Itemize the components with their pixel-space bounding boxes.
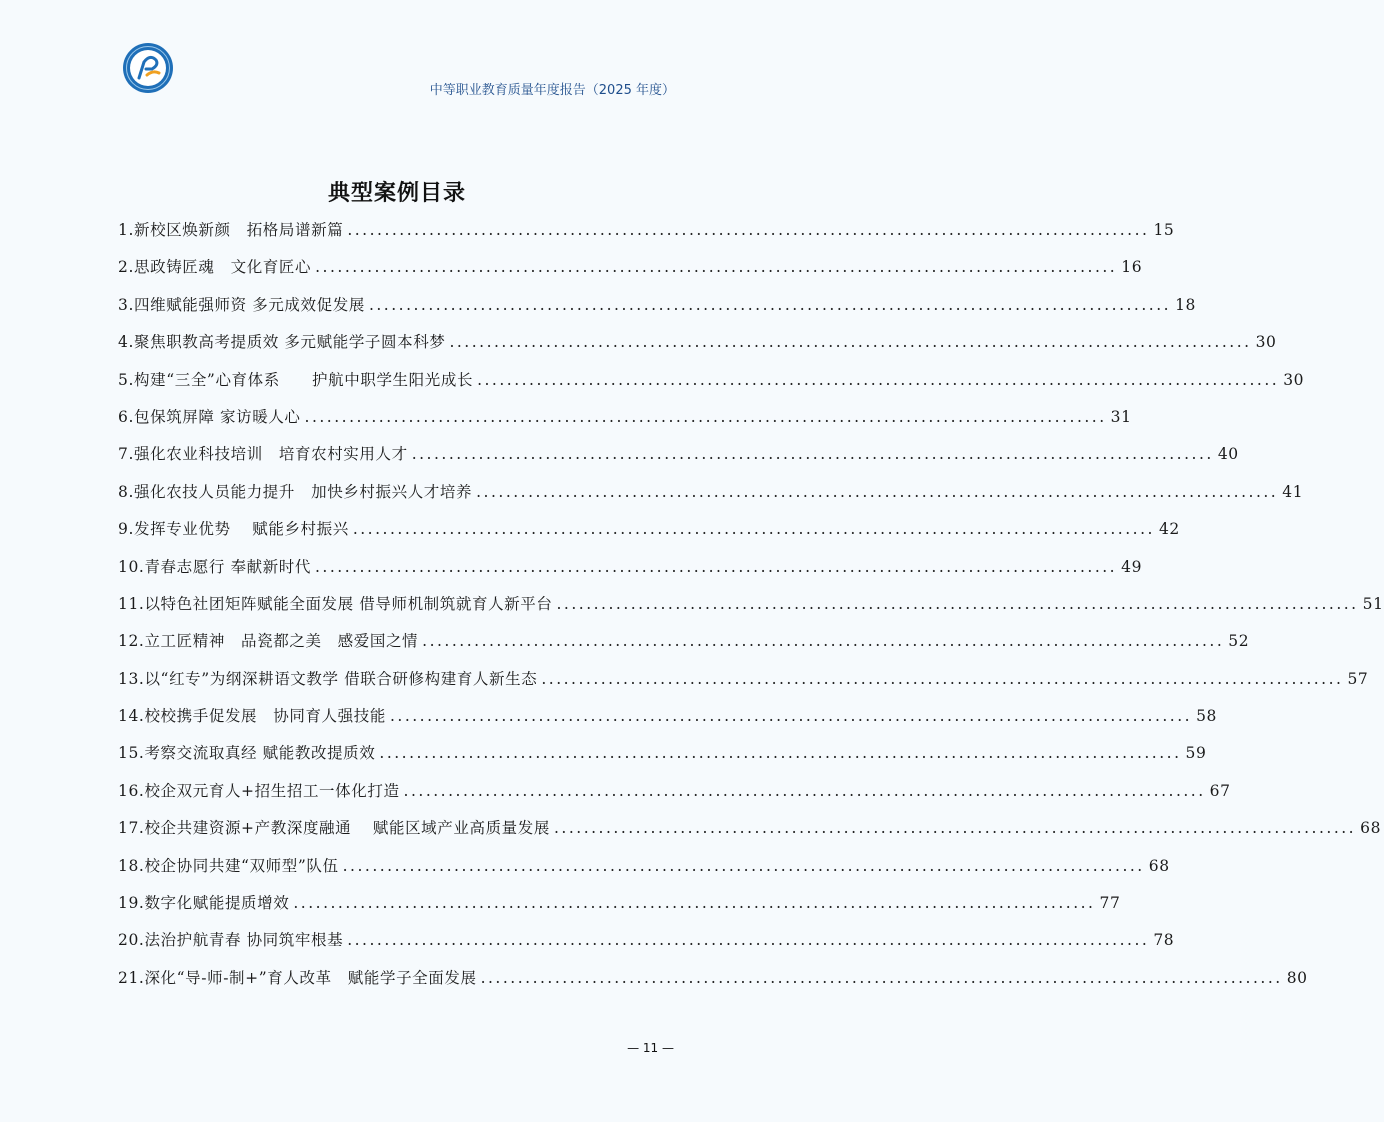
toc-dot-leader (476, 474, 1278, 511)
toc-entry-title: 深化“导-师-制+”育人改革 赋能学子全面发展 (144, 968, 477, 987)
toc-entry-title: 思政铸匠魂 文化育匠心 (134, 258, 312, 277)
toc-entry-title: 青春志愿行 奉献新时代 (144, 557, 311, 576)
toc-entry-number: 1. (118, 221, 134, 239)
toc-entry-page: 41 (1282, 482, 1304, 501)
toc-entry-page: 67 (1209, 781, 1231, 800)
toc-entry-number: 10. (118, 557, 145, 576)
toc-entry-number: 9. (118, 520, 134, 539)
toc-dot-leader (390, 698, 1192, 735)
toc-entry-page: 68 (1360, 819, 1382, 838)
toc-entry-title: 包保筑屏障 家访暖人心 (134, 407, 301, 426)
toc-entry-title: 聚焦职教高考提质效 多元赋能学子圆本科梦 (134, 333, 446, 352)
toc-entry-page: 30 (1283, 370, 1305, 389)
toc-entry-number: 6. (118, 407, 134, 426)
toc-entry-title: 校企双元育人+招生招工一体化打造 (144, 781, 400, 800)
toc-dot-leader (422, 623, 1224, 660)
toc-dot-leader (315, 249, 1117, 286)
toc-entry-number: 15. (118, 744, 145, 763)
toc-entry-number: 18. (118, 856, 145, 875)
toc-entry[interactable] (118, 511, 1180, 548)
toc-entry-page: 49 (1121, 557, 1143, 576)
toc-entry-title: 校企协同共建“双师型”队伍 (144, 856, 339, 875)
toc-entry-title: 数字化赋能提质增效 (144, 894, 290, 913)
toc-entry-number: 16. (118, 781, 145, 800)
toc-dot-leader (315, 549, 1117, 586)
toc-entry-title: 发挥专业优势 赋能乡村振兴 (134, 520, 349, 539)
toc-entry-number: 5. (118, 370, 134, 389)
toc-entry[interactable] (118, 922, 1175, 959)
toc-entry[interactable] (118, 848, 1170, 885)
toc-dot-leader (353, 511, 1155, 548)
toc-dot-leader (347, 212, 1149, 249)
toc-entry-number: 2. (118, 258, 134, 277)
toc-entry[interactable] (118, 549, 1143, 586)
toc-dot-leader (477, 362, 1279, 399)
toc-dot-leader (556, 586, 1358, 623)
toc-entry-page: 51 (1362, 594, 1384, 613)
toc-entry-title: 校企共建资源+产教深度融通 赋能区域产业高质量发展 (144, 819, 550, 838)
toc-entry-page: 78 (1153, 931, 1175, 950)
toc-entry[interactable] (118, 661, 1369, 698)
toc-entry[interactable] (118, 773, 1231, 810)
toc-entry-page: 40 (1217, 445, 1239, 464)
toc-entry-page: 30 (1255, 333, 1277, 352)
toc-entry-number: 13. (118, 669, 145, 688)
toc-entry[interactable] (118, 735, 1207, 772)
toc-entry-number: 7. (118, 445, 134, 464)
toc-entry[interactable] (118, 399, 1132, 436)
toc-entry[interactable] (118, 885, 1121, 922)
toc-entry-number: 21. (118, 968, 145, 987)
toc-entry-title: 校校携手促发展 协同育人强技能 (144, 707, 386, 726)
toc-dot-leader (343, 848, 1145, 885)
toc-dot-leader (347, 922, 1149, 959)
toc-entry-number: 20. (118, 931, 145, 950)
toc-dot-leader (379, 735, 1181, 772)
toc-entry[interactable] (118, 586, 1384, 623)
toc-entry-title: 新校区焕新颜 拓格局谱新篇 (134, 221, 344, 239)
toc-entry-number: 4. (118, 333, 134, 352)
toc-entry[interactable] (118, 436, 1239, 473)
toc-entry-page: 68 (1148, 856, 1170, 875)
toc-entry-page: 58 (1196, 707, 1218, 726)
toc-entry[interactable] (118, 212, 1175, 249)
toc-entry[interactable] (118, 324, 1277, 361)
toc-entry-page: 59 (1185, 744, 1207, 763)
toc-dot-leader (481, 960, 1283, 997)
toc-entry[interactable] (118, 287, 1196, 324)
toc-entry[interactable] (118, 249, 1143, 286)
toc-dot-leader (369, 287, 1171, 324)
toc-entry[interactable] (118, 362, 1305, 399)
toc-dot-leader (541, 661, 1343, 698)
toc-entry-title: 考察交流取真经 赋能教改提质效 (144, 744, 376, 763)
toc-entry-title: 强化农技人员能力提升 加快乡村振兴人才培养 (134, 482, 473, 501)
toc-entry-title: 立工匠精神 品瓷都之美 感爱国之情 (144, 632, 419, 651)
toc-entry-number: 3. (118, 295, 134, 314)
toc-dot-leader (293, 885, 1095, 922)
toc-entry[interactable] (118, 810, 1382, 847)
toc-dot-leader (412, 436, 1214, 473)
toc-entry-page: 16 (1121, 258, 1143, 277)
toc-entry-number: 14. (118, 707, 145, 726)
toc-entry-page: 31 (1110, 407, 1132, 426)
toc-entry-number: 11. (118, 594, 145, 613)
toc-entry-page: 77 (1099, 894, 1121, 913)
toc-entry-page: 15 (1153, 221, 1175, 239)
toc-entry[interactable] (118, 698, 1218, 735)
toc-entry-page: 57 (1347, 669, 1369, 688)
toc-list (118, 212, 1384, 997)
school-emblem-icon (122, 42, 174, 94)
toc-entry[interactable] (118, 474, 1304, 511)
report-header-title: 中等职业教育质量年度报告（2025 年度） (429, 83, 675, 98)
toc-entry-title: 构建“三全”心育体系 护航中职学生阳光成长 (134, 370, 474, 389)
toc-entry[interactable] (118, 960, 1308, 997)
toc-dot-leader (404, 773, 1206, 810)
page-number: — 11 — (627, 1041, 674, 1055)
toc-entry-page: 52 (1228, 632, 1250, 651)
toc-entry[interactable] (118, 623, 1250, 660)
toc-entry-page: 18 (1175, 295, 1196, 314)
page-title: 典型案例目录 (327, 181, 466, 206)
toc-entry-title: 以特色社团矩阵赋能全面发展 借导师机制筑就育人新平台 (144, 594, 553, 613)
toc-entry-page: 80 (1286, 968, 1308, 987)
toc-entry-number: 12. (118, 632, 145, 651)
toc-entry-page: 42 (1158, 520, 1180, 539)
toc-entry-number: 19. (118, 894, 145, 913)
toc-dot-leader (554, 810, 1356, 847)
toc-entry-title: 强化农业科技培训 培育农村实用人才 (134, 445, 408, 464)
toc-entry-title: 四维赋能强师资 多元成效促发展 (134, 295, 365, 314)
toc-entry-title: 以“红专”为纲深耕语文教学 借联合研修构建育人新生态 (144, 669, 538, 688)
toc-entry-number: 17. (118, 819, 145, 838)
toc-entry-title: 法治护航青春 协同筑牢根基 (144, 931, 344, 950)
toc-entry-number: 8. (118, 482, 134, 501)
toc-dot-leader (449, 324, 1251, 361)
toc-dot-leader (305, 399, 1107, 436)
